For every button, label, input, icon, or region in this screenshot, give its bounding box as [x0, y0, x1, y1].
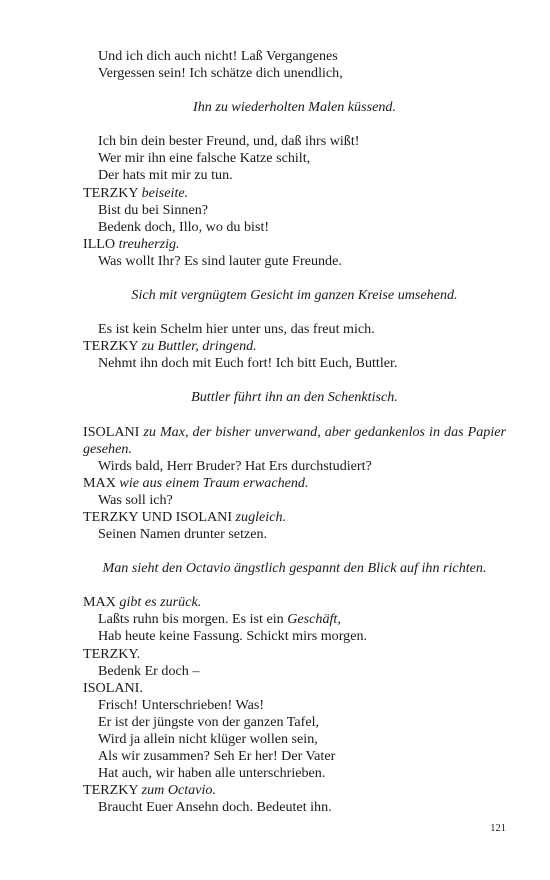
- speaker-name: MAX: [83, 474, 116, 491]
- speaker-line: [83, 338, 506, 355]
- verse-line: Bist du bei Sinnen?: [98, 201, 209, 218]
- verse-text: Laßts ruhn bis morgen. Es ist ein: [98, 611, 288, 628]
- speaker-name: ISOLANI: [83, 423, 140, 440]
- speaker-line: [83, 646, 506, 663]
- spacer: [83, 270, 506, 287]
- verse-line: Und ich dich auch nicht! Laß Vergangenes: [98, 48, 338, 64]
- verse-line: Vergessen sein! Ich schätze dich unendlich,: [98, 65, 343, 82]
- speaker-direction: zugleich.: [235, 508, 287, 525]
- spacer: [83, 407, 506, 424]
- verse-line: Er ist der jüngste von der ganzen Tafel,: [98, 713, 320, 730]
- verse-line: Nehmt ihn doch mit Euch fort! Ich bitt Euch, Buttler.: [98, 355, 398, 372]
- verse-line: [83, 611, 506, 628]
- verse-line: Was soll ich?: [98, 491, 173, 508]
- verse-line: Wirds bald, Herr Bruder? Hat Ers durchstudiert?: [98, 457, 372, 474]
- speaker-name: ILLO: [83, 235, 116, 252]
- spacer: [83, 577, 506, 594]
- verse-line: Wer mir ihn eine falsche Katze schilt,: [98, 150, 311, 167]
- speaker-direction: wie aus einem Traum erwachend.: [119, 474, 309, 491]
- stage-direction: Ihn zu wiederholten Malen küssend.: [193, 99, 396, 116]
- speaker-name: MAX: [83, 594, 116, 611]
- speaker-direction: zum Octavio.: [141, 782, 216, 799]
- speaker-direction: beiseite.: [141, 184, 189, 201]
- verse-line: Hab heute keine Fassung. Schickt mirs morgen.: [98, 628, 368, 645]
- speaker-line: [83, 509, 506, 526]
- stage-direction: Buttler führt ihn an den Schenktisch.: [191, 389, 398, 406]
- verse-line: Frisch! Unterschrieben! Was!: [98, 696, 265, 713]
- speaker-line: [83, 185, 506, 202]
- speaker-line: [83, 782, 506, 799]
- speaker-direction: zu Buttler, dringend.: [141, 338, 257, 355]
- speaker-name: TERZKY: [83, 782, 139, 799]
- verse-line: Braucht Euer Ansehn doch. Bedeutet ihn.: [98, 799, 332, 816]
- verse-line: Was wollt Ihr? Es sind lauter gute Freunde.: [98, 252, 342, 269]
- page-text: [83, 48, 506, 816]
- speaker-name: TERZKY.: [83, 645, 141, 662]
- speaker-line: [83, 680, 506, 697]
- stage-direction: Man sieht den Octavio ängstlich gespannt den Blick auf ihn richten.: [102, 560, 487, 577]
- speaker-line: [83, 236, 506, 253]
- verse-line: Es ist kein Schelm hier unter uns, das freut mich.: [98, 321, 375, 338]
- verse-line: Als wir zusammen? Seh Er her! Der Vater: [98, 748, 336, 765]
- verse-line: Bedenk doch, Illo, wo du bist!: [98, 218, 270, 235]
- spacer: [83, 116, 506, 133]
- speaker-name: TERZKY: [83, 184, 139, 201]
- spacer: [83, 372, 506, 389]
- spacer: [83, 82, 506, 99]
- verse-emphasis: Geschäft: [287, 611, 338, 628]
- speaker-direction: treuherzig.: [118, 235, 180, 252]
- speaker-line: [83, 594, 506, 611]
- speaker-name: ISOLANI.: [83, 679, 143, 696]
- verse-line: Der hats mit mir zu tun.: [98, 167, 233, 184]
- spacer: [83, 543, 506, 560]
- page-number: 121: [490, 823, 506, 834]
- speaker-direction: zu Max, der bisher unverwand, aber gedankenlos in das Papier gesehen.: [83, 423, 506, 457]
- speaker-name: TERZKY: [83, 338, 139, 355]
- speaker-line: [83, 475, 506, 492]
- speaker-direction: gibt es zurück.: [119, 594, 202, 611]
- speaker-name: TERZKY UND ISOLANI: [83, 508, 233, 525]
- verse-punctuation: ,: [337, 611, 341, 628]
- verse-line: Seinen Namen drunter setzen.: [98, 526, 268, 543]
- verse-line: Wird ja allein nicht klüger wollen sein,: [98, 731, 318, 747]
- speaker-line: [83, 424, 506, 458]
- verse-line: Hat auch, wir haben alle unterschrieben.: [98, 765, 326, 782]
- verse-line: Bedenk Er doch –: [98, 662, 200, 679]
- verse-line: Ich bin dein bester Freund, und, daß ihrs wißt!: [98, 133, 360, 150]
- stage-direction: Sich mit vergnügtem Gesicht im ganzen Kreise umsehend.: [131, 287, 458, 304]
- spacer: [83, 304, 506, 321]
